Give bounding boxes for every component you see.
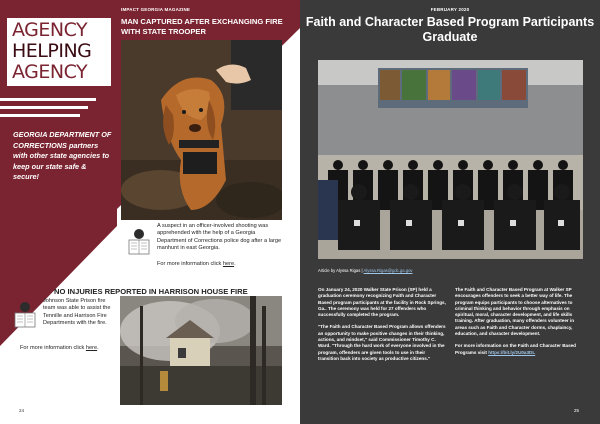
byline: Article by Alyssa Rigas | Alyssa.Rigas@gdc.ga.gov	[318, 268, 413, 273]
magazine-label: IMPACT GEORGIA MAGAZINE	[121, 7, 191, 12]
article2-caption: Johnson State Prison fire team was able to assist the Tennille and Harrison Fire Departments with the fire.	[43, 298, 111, 327]
article2-here-link[interactable]: here	[85, 345, 98, 351]
intro-text: GEORGIA DEPARTMENT OF CORRECTIONS partners with other state agencies to keep our state safe & secure!	[13, 130, 112, 182]
article-column-1	[318, 287, 446, 368]
paragraph: "The Faith and Character Based Program allows offenders an opportunity to make positive changes in their thinking, actions, and mindset," said Commissioner Timothy C. Ward. "Through the hard work of everyone involved in the program, offenders are given tools to use in their transition back into society as productive citizens."	[318, 324, 446, 361]
police-dog-photo	[121, 40, 282, 220]
article-headline: Faith and Character Based Program Participants Graduate	[305, 15, 595, 44]
paragraph: The Faith and Character Based Program at Walker SP encourages offenders to seek a better way of life. The program equips participants to choose alternatives to criminal thinking and behavior through emphasis on spiritual, moral, character development, and life skills training. After graduation, many offenders volunteer in areas such as Faith and Character dorms, chaplaincy, education, and character development.	[455, 287, 575, 337]
right-page	[300, 0, 600, 424]
paragraph: On January 24, 2020 Walker State Prison (SP) held a graduation ceremony recognizing Faith and Character Based program participants at the facility in Rock Springs, Ga.. The ceremony was held for 27 offenders who successfully completed the program.	[318, 287, 446, 318]
masthead-line-2: HELPING	[12, 40, 92, 62]
issue-date: FEBRUARY 2020	[430, 7, 470, 12]
article1-here-link[interactable]: here	[222, 261, 235, 267]
more-info-paragraph: For more information on the Faith and Character Based Programs visit https://bit.ly/2U0a3DL	[455, 343, 576, 355]
masthead	[5, 16, 113, 88]
article-column-2	[455, 287, 583, 362]
graduation-ceremony-photo	[318, 60, 583, 259]
article1-more-info: For more information click here.	[157, 261, 236, 267]
article1-caption: A suspect in an officer-involved shooting was apprehended with the help of a Georgia Department of Corrections police dog after a large manhunt in east Georgia.	[157, 223, 282, 252]
newspaper-reader-icon	[124, 226, 154, 256]
masthead-line-3: AGENCY	[12, 61, 88, 83]
program-info-link[interactable]: https://bit.ly/2U0a3DL	[488, 349, 536, 355]
article2-more-info: For more information click here.	[20, 345, 99, 351]
page-number-left: 24	[19, 408, 25, 413]
newspaper-reader-icon	[10, 299, 40, 329]
author-email-link[interactable]: Alyssa.Rigas@gdc.ga.gov	[363, 268, 413, 273]
article2-headline: NO INJURIES REPORTED IN HARRISON HOUSE FIRE	[54, 287, 248, 296]
masthead-line-1: AGENCY	[12, 19, 88, 41]
house-fire-photo	[120, 296, 282, 405]
page-number-right: 25	[574, 408, 580, 413]
decorative-stripes	[0, 94, 104, 124]
article1-headline: MAN CAPTURED AFTER EXCHANGING FIRE WITH STATE TROOPER	[121, 17, 283, 36]
